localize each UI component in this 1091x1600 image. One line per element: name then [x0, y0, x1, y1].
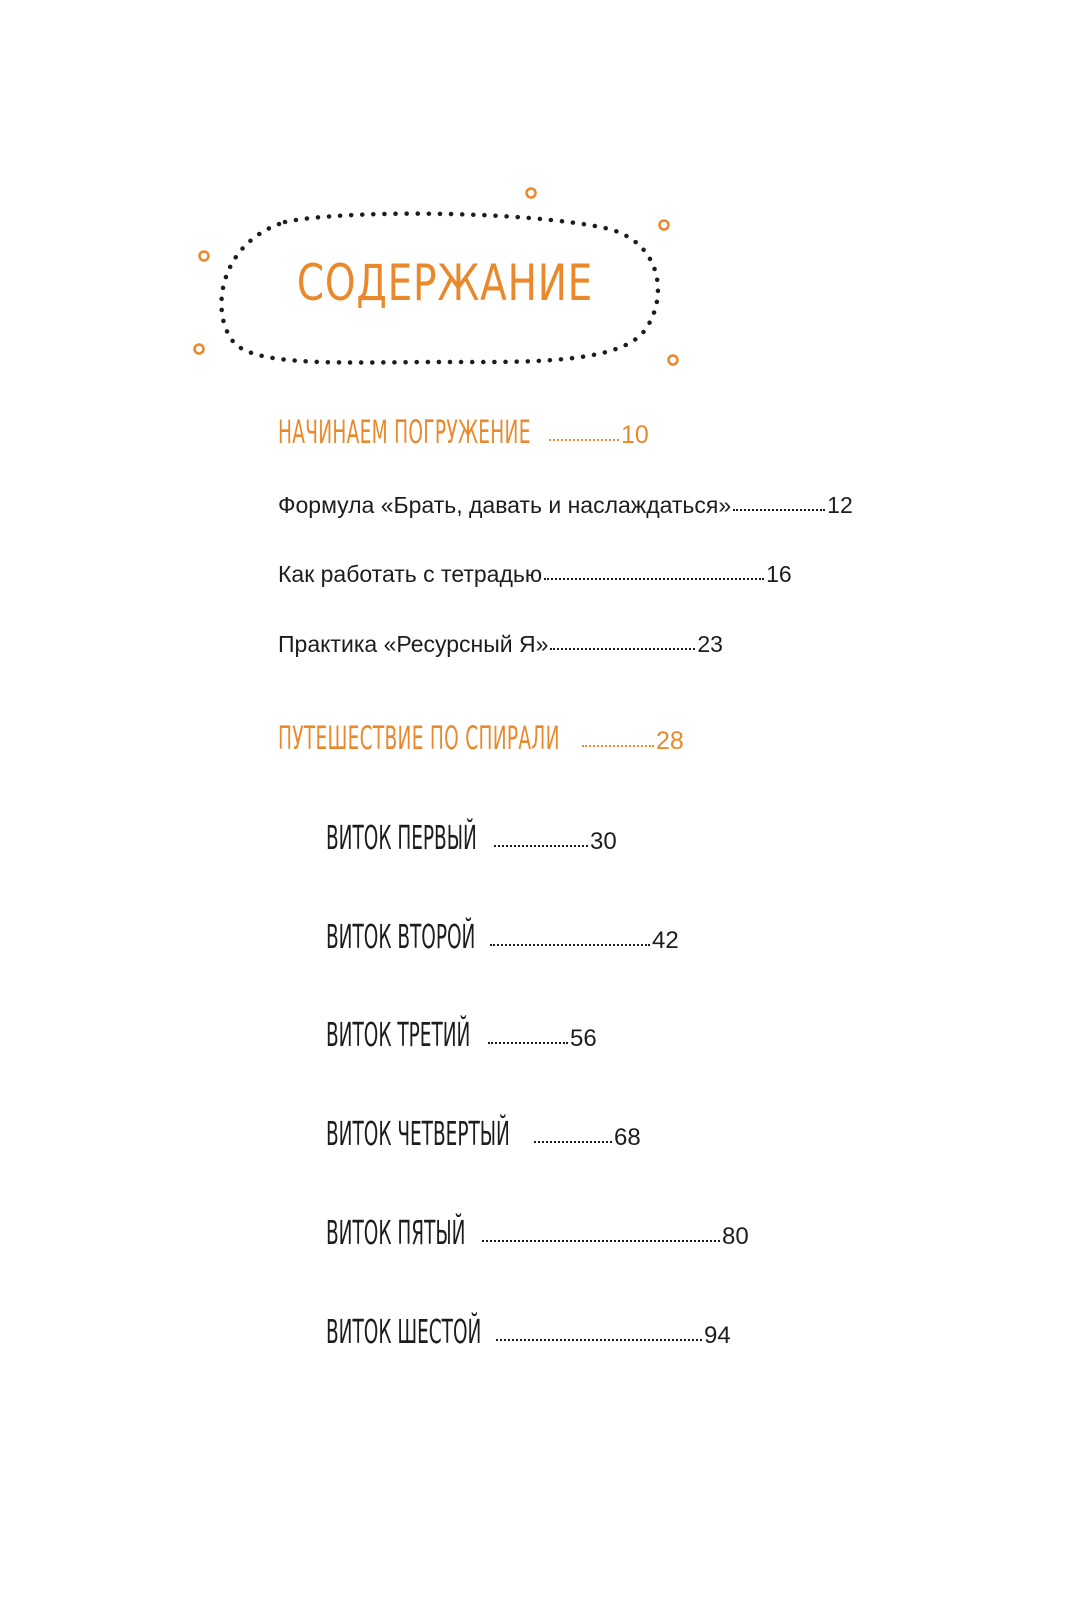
ring-icon — [527, 189, 536, 198]
toc-turn-2-page: 42 — [652, 927, 679, 954]
leader-dots — [733, 507, 825, 511]
leader-dots — [482, 1238, 720, 1242]
toc-turn-2[interactable] — [326, 917, 679, 956]
leader-dots — [496, 1337, 702, 1341]
toc-section-2[interactable] — [278, 719, 684, 757]
leader-dots — [544, 576, 764, 580]
toc-section-1[interactable] — [278, 413, 649, 451]
toc-turn-1[interactable] — [326, 818, 617, 857]
page-title: СОДЕРЖАНИЕ — [296, 254, 594, 312]
leader-dots — [494, 843, 588, 847]
ring-icon — [660, 221, 669, 230]
leader-dots — [488, 1040, 568, 1044]
toc-item-2-label: Как работать с тетрадью — [278, 561, 543, 587]
toc-turn-4-page: 68 — [614, 1124, 641, 1151]
ring-icon — [200, 252, 209, 261]
toc-turn-3-page: 56 — [570, 1025, 597, 1052]
toc-item-1[interactable] — [278, 492, 853, 519]
toc-turn-3[interactable] — [326, 1015, 597, 1054]
toc-turn-6-page: 94 — [704, 1322, 731, 1349]
title-badge — [190, 180, 700, 380]
leader-dots — [582, 743, 654, 747]
toc-turn-1-page: 30 — [590, 828, 617, 855]
toc-turn-5-label: ВИТОК ПЯТЫЙ — [326, 1213, 466, 1252]
toc-turn-1-label: ВИТОК ПЕРВЫЙ — [326, 818, 477, 857]
toc-turn-6-label: ВИТОК ШЕСТОЙ — [326, 1312, 482, 1351]
toc-item-1-page: 12 — [827, 492, 853, 518]
toc-section-1-page: 10 — [621, 421, 649, 449]
toc-section-1-label: НАЧИНАЕМ ПОГРУЖЕНИЕ — [278, 413, 531, 451]
leader-dots — [534, 1139, 612, 1143]
toc-turn-3-label: ВИТОК ТРЕТИЙ — [326, 1015, 471, 1054]
toc-turn-5[interactable] — [326, 1213, 749, 1252]
ring-icon — [669, 356, 678, 365]
leader-dots — [550, 646, 695, 650]
toc-section-2-page: 28 — [656, 727, 684, 755]
leader-dots — [490, 942, 650, 946]
toc-item-3-label: Практика «Ресурсный Я» — [278, 631, 549, 657]
toc-section-2-label: ПУТЕШЕСТВИЕ ПО СПИРАЛИ — [278, 719, 560, 757]
toc-turn-5-page: 80 — [722, 1223, 749, 1250]
toc-turn-4-label: ВИТОК ЧЕТВЕРТЫЙ — [326, 1114, 510, 1153]
toc-turn-4[interactable] — [326, 1114, 641, 1153]
toc-item-2-page: 16 — [766, 561, 792, 587]
toc-item-3-page: 23 — [697, 631, 723, 657]
toc-turn-6[interactable] — [326, 1312, 731, 1351]
toc-turn-2-label: ВИТОК ВТОРОЙ — [326, 917, 476, 956]
toc-item-1-label: Формула «Брать, давать и наслаждаться» — [278, 492, 732, 518]
toc-item-2[interactable] — [278, 561, 792, 588]
leader-dots — [549, 437, 619, 441]
ring-icon — [195, 345, 204, 354]
toc-item-3[interactable] — [278, 631, 723, 658]
